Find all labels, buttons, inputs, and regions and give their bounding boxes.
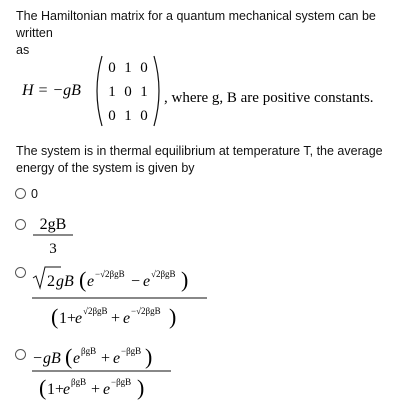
option-b-fraction [31, 213, 81, 259]
svg-text:1+: 1+ [59, 310, 77, 327]
option-c[interactable] [15, 264, 215, 336]
matrix-cell: 1 [124, 108, 132, 124]
svg-text:+: + [101, 350, 111, 367]
option-b[interactable] [15, 213, 95, 259]
svg-text:√2βgB: √2βgB [83, 306, 108, 316]
svg-text:(: ( [65, 344, 73, 369]
svg-text:e: e [113, 350, 121, 367]
svg-text:(: ( [79, 267, 87, 292]
svg-text:1+: 1+ [47, 381, 65, 398]
option-d-fraction [31, 344, 195, 406]
svg-text:−βgB: −βgB [111, 377, 132, 387]
matrix-right-bracket [154, 56, 159, 126]
intro-line-1: The Hamiltonian matrix for a quantum mechanical system can be written [16, 9, 376, 40]
matrix-cell: 1 [140, 84, 148, 100]
svg-text:−√2βgB: −√2βgB [131, 306, 161, 316]
svg-text:e: e [75, 310, 83, 327]
option-d[interactable] [15, 344, 195, 406]
svg-text:−βgB: −βgB [121, 346, 142, 356]
svg-text:e: e [123, 310, 131, 327]
matrix-left-bracket [97, 56, 102, 126]
option-b-numerator: 2gB [39, 216, 67, 233]
hamiltonian-rhs: , where g, B are positive constants. [164, 90, 374, 106]
svg-text:2: 2 [47, 273, 55, 290]
option-d-radio[interactable] [15, 349, 26, 360]
intro-line-2: as [16, 43, 30, 57]
svg-text:βgB: βgB [71, 377, 87, 387]
svg-text:e: e [63, 381, 71, 398]
option-c-radio[interactable] [15, 267, 26, 278]
svg-text:): ) [181, 267, 189, 292]
matrix-cell: 0 [124, 84, 132, 100]
option-c-numerator [33, 267, 188, 292]
hamiltonian-equation [18, 52, 410, 130]
svg-text:e: e [87, 273, 95, 290]
svg-text:−√2βgB: −√2βgB [95, 269, 125, 279]
option-d-numerator [33, 344, 152, 369]
svg-text:): ) [145, 344, 153, 369]
svg-text:(: ( [51, 304, 59, 329]
matrix-cell: 0 [140, 108, 148, 124]
option-b-denominator: 3 [49, 241, 57, 257]
svg-text:−: − [33, 350, 43, 367]
matrix-cell: 0 [108, 60, 116, 76]
svg-text:): ) [169, 304, 177, 329]
svg-text:e: e [73, 350, 81, 367]
svg-text:−: − [131, 273, 141, 290]
option-b-radio[interactable] [15, 219, 26, 230]
option-d-denominator [39, 375, 144, 400]
hamiltonian-svg [18, 52, 410, 130]
svg-text:e: e [143, 273, 151, 290]
svg-text:gB: gB [56, 273, 74, 290]
matrix-cell: 0 [140, 60, 148, 76]
question-line-1: The system is in thermal equilibrium at temperature T, the average [16, 144, 383, 158]
matrix-cell: 1 [124, 60, 132, 76]
question-stem [16, 143, 408, 177]
svg-text:(: ( [39, 375, 47, 400]
svg-text:+: + [91, 381, 101, 398]
svg-text:βgB: βgB [81, 346, 97, 356]
matrix-cell: 1 [108, 84, 116, 100]
hamiltonian-lhs: H = −gB [22, 82, 81, 99]
option-c-fraction [31, 264, 215, 336]
question-line-2: energy of the system is given by [16, 161, 195, 175]
svg-text:e: e [103, 381, 111, 398]
svg-text:): ) [137, 375, 145, 400]
svg-text:+: + [111, 310, 121, 327]
svg-text:√2βgB: √2βgB [151, 269, 176, 279]
option-c-denominator [51, 304, 176, 329]
svg-text:gB: gB [43, 350, 61, 367]
option-a-radio[interactable] [15, 188, 26, 199]
option-a-text: 0 [31, 187, 38, 201]
matrix-cell: 0 [108, 108, 116, 124]
